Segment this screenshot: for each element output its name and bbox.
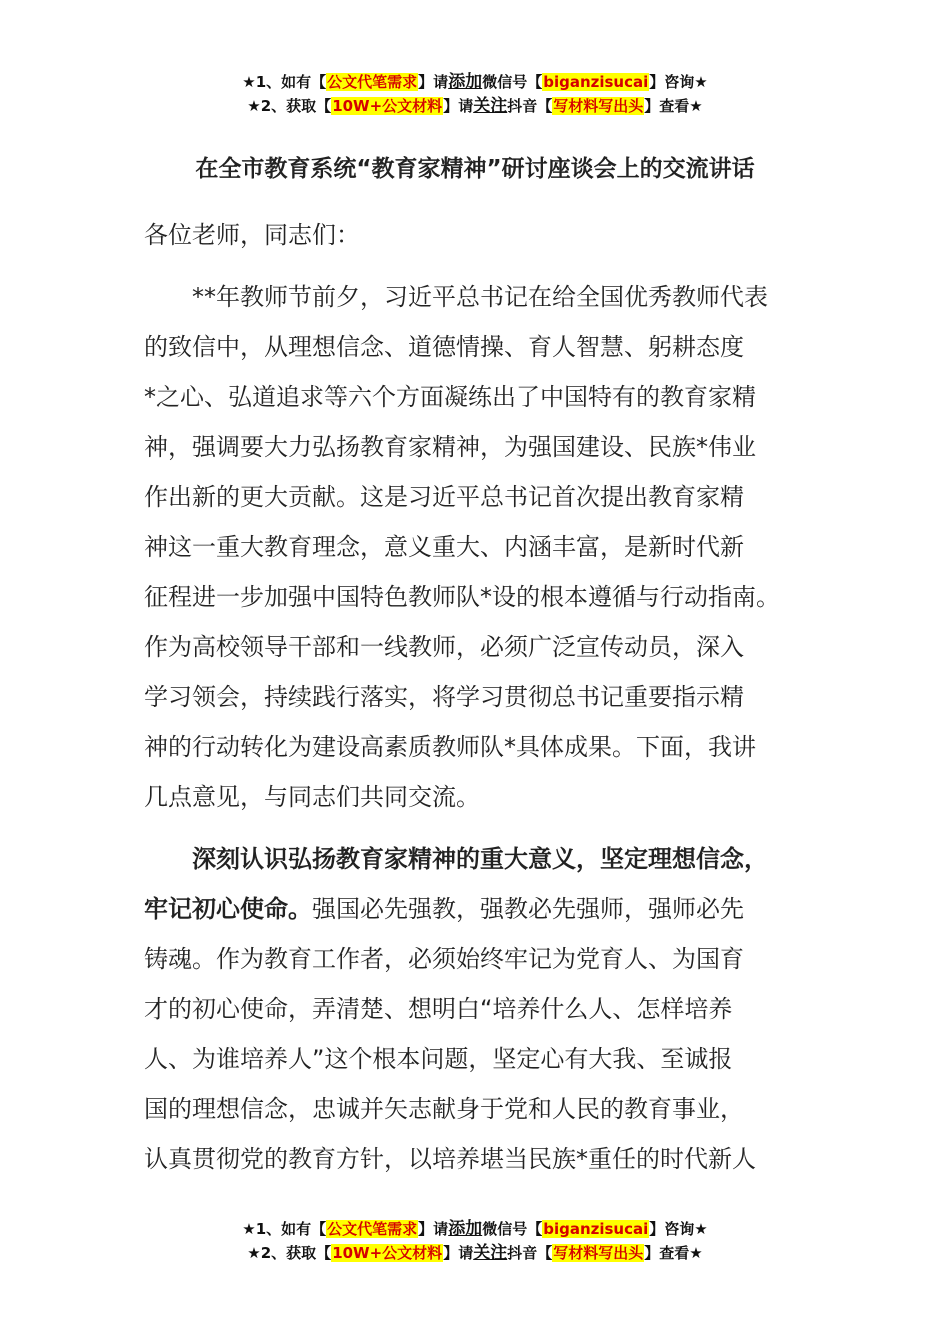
banner-highlight: 公文代笔需求 <box>327 73 418 91</box>
paragraph-2 <box>144 834 824 1184</box>
footer-banner-line-2 <box>0 1241 950 1265</box>
banner-emphasis: 关注 <box>473 96 508 116</box>
paragraph-line: 神，强调要大力弘扬教育家精神，为强国建设、民族*伟业 <box>144 433 756 461</box>
paragraph-line: 作为高校领导干部和一线教师，必须广泛宣传动员，深入 <box>144 633 744 661</box>
header-banner-line-1 <box>0 70 950 94</box>
paragraph-line: 学习领会，持续践行落实，将学习贯彻总书记重要指示精 <box>144 683 744 711</box>
banner-text: ★2、获取【 <box>247 1244 332 1262</box>
paragraph-line: 国的理想信念，忠诚并矢志献身于党和人民的教育事业， <box>144 1095 744 1123</box>
paragraph-line: 神这一重大教育理念，意义重大、内涵丰富，是新时代新 <box>144 533 744 561</box>
banner-text: 】请 <box>443 1244 474 1262</box>
banner-text: 微信号【 <box>482 73 543 91</box>
paragraph-line: **年教师节前夕，习近平总书记在给全国优秀教师代表 <box>192 283 768 311</box>
banner-text: 微信号【 <box>482 1220 543 1238</box>
paragraph-line: 征程进一步加强中国特色教师队*设的根本遵循与行动指南。 <box>144 583 780 611</box>
banner-text: 】查看★ <box>644 1244 703 1262</box>
paragraph-line: *之心、弘道追求等六个方面凝练出了中国特有的教育家精 <box>144 383 756 411</box>
banner-emphasis: 添加 <box>448 1219 483 1239</box>
banner-text: ★1、如有【 <box>242 73 327 91</box>
section-heading: 深刻认识弘扬教育家精神的重大意义，坚定理想信念， <box>192 845 768 873</box>
banner-text: ★1、如有【 <box>242 1220 327 1238</box>
banner-text: 】咨询★ <box>649 1220 708 1238</box>
banner-highlight: 10W+公文材料 <box>332 97 443 115</box>
header-banner <box>0 70 950 118</box>
banner-highlight: 写材料写出头 <box>553 97 644 115</box>
paragraph-line: 铸魂。作为教育工作者，必须始终牢记为党育人、为国育 <box>144 945 744 973</box>
banner-text: 】咨询★ <box>649 73 708 91</box>
paragraph-line: 人、为谁培养人”这个根本问题，坚定心有大我、至诚报 <box>144 1045 733 1073</box>
footer-banner-line-1 <box>0 1217 950 1241</box>
banner-text: 】请 <box>418 73 449 91</box>
paragraph-line: 认真贯彻党的教育方针，以培养堪当民族*重任的时代新人 <box>144 1145 756 1173</box>
banner-text: 】查看★ <box>644 97 703 115</box>
footer-banner <box>0 1217 950 1265</box>
banner-wechat-id: biganzisucai <box>543 1220 649 1238</box>
banner-text: 抖音【 <box>507 97 553 115</box>
banner-text: ★2、获取【 <box>247 97 332 115</box>
paragraph-1 <box>144 272 824 822</box>
paragraph-line: 的致信中，从理想信念、道德情操、育人智慧、躬耕态度 <box>144 333 744 361</box>
banner-emphasis: 关注 <box>473 1243 508 1263</box>
banner-text: 抖音【 <box>507 1244 553 1262</box>
paragraph-line: 神的行动转化为建设高素质教师队*具体成果。下面，我讲 <box>144 733 756 761</box>
document-body <box>144 210 824 1184</box>
banner-emphasis: 添加 <box>448 72 483 92</box>
banner-text: 】请 <box>443 97 474 115</box>
paragraph-line: 强国必先强教，强教必先强师，强师必先 <box>312 895 744 923</box>
paragraph-line: 作出新的更大贡献。这是习近平总书记首次提出教育家精 <box>144 483 744 511</box>
banner-text: 】请 <box>418 1220 449 1238</box>
document-title: 在全市教育系统“教育家精神”研讨座谈会上的交流讲话 <box>195 156 755 182</box>
banner-wechat-id: biganzisucai <box>543 73 649 91</box>
banner-highlight: 写材料写出头 <box>553 1244 644 1262</box>
banner-highlight: 公文代笔需求 <box>327 1220 418 1238</box>
banner-highlight: 10W+公文材料 <box>332 1244 443 1262</box>
paragraph-line: 几点意见，与同志们共同交流。 <box>144 783 480 811</box>
header-banner-line-2 <box>0 94 950 118</box>
section-heading-continued: 牢记初心使命。 <box>144 895 312 923</box>
paragraph-line: 才的初心使命，弄清楚、想明白“培养什么人、怎样培养 <box>144 995 733 1023</box>
salutation: 各位老师，同志们： <box>144 221 360 249</box>
